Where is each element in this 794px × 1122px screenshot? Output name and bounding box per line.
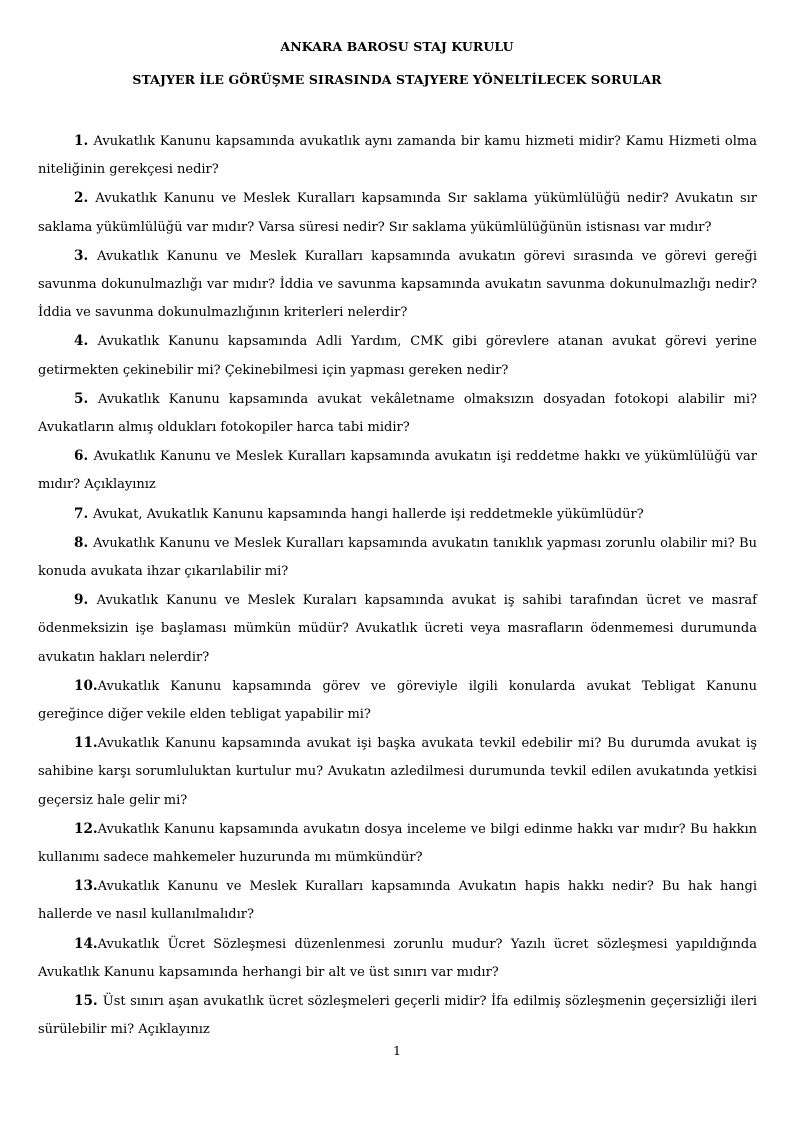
question-number: 2. (74, 190, 96, 207)
question-number: 6. (74, 448, 94, 465)
question-text: Avukatlık Ücret Sözleşmesi düzenlenmesi zorunlu mudur? Yazılı ücret sözleşmesi yapıldığında Avukatlık Kanunu kapsamında herhangi bir alt ve üst sınırı var mıdır? (38, 936, 757, 980)
question-item (38, 127, 757, 184)
question-number: 3. (74, 247, 97, 264)
question-item (38, 872, 757, 929)
question-text: Avukatlık Kanunu ve Meslek Kuralları kapsamında Sır saklama yükümlülüğü nedir? Avukatın sır saklama yükümlülüğü var mıdır? Varsa süresi nedir? Sır saklama yükümlülüğünün istisnası var mıdır? (38, 191, 757, 235)
question-number: 15. (74, 993, 103, 1010)
question-text: Avukatlık Kanunu kapsamında avukatlık aynı zamanda bir kamu hizmeti midir? Kamu Hizmeti olma niteliğinin gerekçesi nedir? (38, 134, 757, 178)
question-text: Avukatlık Kanunu ve Meslek Kuralları kapsamında Avukatın hapis hakkı nedir? Bu hak hangi hallerde ve nasıl kullanılmalıdır? (38, 879, 757, 923)
question-number: 7. (74, 505, 93, 522)
question-text: Avukatlık Kanunu kapsamında avukat vekâletname olmaksızın dosyadan fotokopi alabilir mi? Avukatların almış oldukları fotokopiler harca tabi midir? (38, 391, 757, 436)
question-item (38, 500, 757, 529)
question-text: Avukatlık Kanunu kapsamında Adli Yardım, CMK gibi görevlere atanan avukat görevi yerine getirmekten çekinebilir mi? Çekinebilmesi için yapması gereken nedir? (38, 334, 757, 378)
question-number: 4. (74, 333, 98, 350)
question-number: 11. (74, 735, 98, 752)
question-text: Üst sınırı aşan avukatlık ücret sözleşmeleri geçerli midir? İfa edilmiş sözleşmenin geçersizliği ileri sürülebilir mi? Açıklayınız (38, 994, 757, 1038)
question-text: Avukatlık Kanunu ve Meslek Kuralları kapsamında avukatın tanıklık yapması zorunlu olabilir mi? Bu konuda avukata ihzar çıkarılabilir mi? (38, 535, 757, 580)
question-text: Avukatlık Kanunu ve Meslek Kuralları kapsamında avukatın işi reddetme hakkı ve yükümlülüğü var mıdır? Açıklayınız (38, 449, 757, 493)
question-text: Avukatlık Kanunu kapsamında avukatın dosya inceleme ve bilgi edinme hakkı var mıdır? Bu hakkın kullanımı sadece mahkemeler huzurunda mı mümkündür? (38, 821, 757, 866)
document-title: ANKARA BAROSU STAJ KURULU (280, 39, 514, 54)
question-item (38, 442, 757, 499)
question-number: 5. (74, 390, 98, 407)
question-item (38, 987, 757, 1044)
question-list (38, 127, 757, 1045)
question-item (38, 672, 757, 729)
question-text: Avukatlık Kanunu ve Meslek Kuralları kapsamında avukatın görevi sırasında ve görevi gereği savunma dokunulmazlığı var mıdır? İddia ve savunma kapsamında avukatın savunma dokunulmazlığı nedir? İddia ve savunma dokunulmazlığının kriterleri nelerdir? (38, 248, 757, 321)
question-item (38, 930, 757, 987)
question-text: Avukatlık Kanunu kapsamında avukat işi başka avukata tevkil edebilir mi? Bu durumda avukat iş sahibine karşı sorumluluktan kurtulur mu? Avukatın azledilmesi durumunda tevkil edilen avukatında yetkisi geçersiz hale gelir mi? (38, 736, 757, 808)
question-text: Avukatlık Kanunu kapsamında görev ve göreviyle ilgili konularda avukat Tebligat Kanunu gereğince diğer vekile elden tebligat yapabilir mi? (38, 678, 757, 723)
question-number: 9. (74, 592, 97, 609)
question-text: Avukat, Avukatlık Kanunu kapsamında hangi hallerde işi reddetmekle yükümlüdür? (92, 506, 644, 522)
question-item (38, 327, 757, 384)
question-number: 10. (74, 677, 98, 694)
question-number: 14. (74, 935, 98, 952)
question-number: 13. (74, 878, 98, 895)
question-number: 12. (74, 820, 98, 837)
question-item (38, 385, 757, 442)
question-item (38, 586, 757, 672)
question-item (38, 242, 757, 328)
question-item (38, 815, 757, 872)
question-item (38, 729, 757, 815)
question-number: 1. (74, 133, 94, 149)
question-item (38, 184, 757, 241)
question-text: Avukatlık Kanunu ve Meslek Kuraları kapsamında avukat iş sahibi tarafından ücret ve masraf ödenmeksizin işe başlaması mümkün müdür? Avukatlık ücreti veya masrafların ödenmemesi durumunda avukatın hakları nelerdir? (38, 593, 757, 665)
question-item (38, 529, 757, 586)
page-number: 1 (393, 1043, 401, 1058)
question-number: 8. (74, 534, 94, 551)
document-subtitle: STAJYER İLE GÖRÜŞME SIRASINDA STAJYERE YÖNELTİLECEK SORULAR (132, 72, 662, 87)
